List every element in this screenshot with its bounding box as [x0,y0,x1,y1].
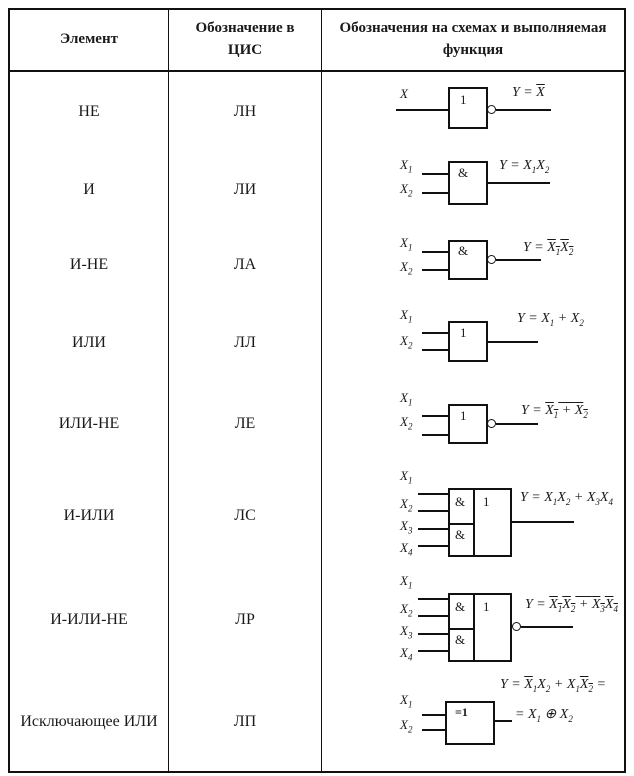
header-cell-scheme [322,10,624,72]
input-wire [418,528,448,530]
gate-symbol-and: & [455,632,466,647]
nor-gate-diagram [322,384,624,464]
row-nand-scheme [322,227,624,302]
header-cell-code [169,10,322,72]
element-label: И-НЕ [69,255,109,273]
inversion-bubble [487,105,496,114]
output-wire [521,626,573,628]
input-label: $X_4$ [400,645,413,663]
gate-section-divider [473,595,475,660]
not-gate-box [448,87,488,129]
code-label: ЛА [233,255,257,273]
row-and-code [169,152,322,227]
element-label: НЕ [78,103,100,120]
input-wire [422,173,448,175]
input-wire [422,415,448,417]
input-label: $X_2$ [400,496,413,514]
and-gate-diagram [322,152,624,227]
output-formula: $Y = X_1 + X_2$ [517,311,584,328]
input-wire [422,269,448,271]
header-code-label: Обозначение в ЦИС [195,20,295,58]
input-wire [422,192,448,194]
inversion-bubble [487,419,496,428]
row-and-or-scheme [322,464,624,568]
input-wire [396,109,448,111]
or-gate-diagram [322,302,624,384]
row-and-scheme [322,152,624,227]
input-label: $X_2$ [400,601,413,619]
row-xor-code [169,672,322,771]
input-wire [422,349,448,351]
gate-symbol: & [458,165,469,180]
input-wire [422,251,448,253]
output-wire [496,259,541,261]
code-label: ЛИ [233,180,257,198]
not-gate-diagram [322,72,624,152]
row-and-or-not-scheme [322,568,624,672]
input-label: $X_3$ [400,623,413,641]
input-label: $X_1$ [400,468,413,486]
gate-section-divider [473,490,475,555]
input-wire [418,493,448,495]
row-xor-element [10,672,169,771]
output-wire [495,720,512,722]
gate-symbol-and: & [455,527,466,542]
xor-gate-diagram [322,672,624,771]
header-scheme-label: Обозначения на схемах и выполняемая функция [339,20,607,58]
row-nand-element [10,227,169,302]
gate-symbol-and: & [455,599,466,614]
output-formula: $Y = X_1X_2$ [499,158,550,175]
output-wire [488,182,550,184]
input-wire [418,545,448,547]
element-label: ИЛИ [72,334,106,351]
row-and-or-not-code [169,568,322,672]
nor-gate-box [448,404,488,444]
row-and-or-element [10,464,169,568]
xor-gate-box [445,701,495,745]
gate-symbol: =1 [455,705,468,719]
gate-symbol: 1 [460,92,467,107]
row-nand-code [169,227,322,302]
row-and-or-code [169,464,322,568]
element-label: И-ИЛИ [63,507,115,524]
code-label: ЛН [233,103,257,120]
gate-symbol: & [458,243,469,258]
row-or-code [169,302,322,384]
row-not-scheme [322,72,624,152]
output-formula: $Y = X_1 + X_2$ [521,403,588,420]
input-label: $X_2$ [400,717,413,735]
gate-symbol: 1 [460,325,467,340]
output-wire [496,109,551,111]
gate-symbol: 1 [460,408,467,423]
row-nor-scheme [322,384,624,464]
input-label: $X_1$ [400,390,413,408]
output-formula: $Y = X_1X_2 + X_3X_4$ [520,490,613,507]
output-formula: $Y = \overline{X}_1X_2 + X_1X_2$ = [500,677,606,694]
inversion-bubble [487,255,496,264]
element-label: Исключающее ИЛИ [20,712,158,730]
row-nor-code [169,384,322,464]
header-element-label: Элемент [60,31,118,48]
input-label: $X_2$ [400,333,413,351]
input-label: $X_1$ [400,235,413,253]
output-formula: $Y = X_1X_2 + X_3X_4$ [525,597,618,614]
row-or-scheme [322,302,624,384]
input-label: X [400,86,408,101]
input-wire [422,729,445,731]
input-label: $X_4$ [400,540,413,558]
nand-gate-diagram [322,227,624,302]
input-wire [422,434,448,436]
input-label: $X_1$ [400,307,413,325]
element-label: И-ИЛИ-НЕ [50,611,128,628]
and-or-gate-diagram [322,464,624,568]
row-and-or-not-element [10,568,169,672]
input-wire [418,650,448,652]
inversion-bubble [512,622,521,631]
gate-symbol-and: & [455,494,466,509]
or-gate-box [448,321,488,362]
output-formula: $Y = X_1X_2$ [523,240,574,257]
output-wire [496,423,538,425]
code-label: ЛЕ [234,415,256,432]
input-wire [418,633,448,635]
input-wire [418,598,448,600]
code-label: ЛС [234,507,256,524]
output-formula: $Y = \overline{X}$ [512,85,545,100]
input-wire [418,615,448,617]
element-label: И [83,180,95,198]
input-label: $X_2$ [400,414,413,432]
row-or-element [10,302,169,384]
row-xor-scheme [322,672,624,771]
code-label: ЛР [235,611,255,628]
input-label: $X_1$ [400,573,413,591]
gate-symbol-or: 1 [483,599,490,614]
input-wire [422,332,448,334]
input-label: $X_3$ [400,518,413,536]
input-label: $X_1$ [400,692,413,710]
row-and-element [10,152,169,227]
input-label: $X_1$ [400,157,413,175]
code-label: ЛЛ [234,334,256,351]
input-label: $X_2$ [400,259,413,277]
header-cell-element [10,10,169,72]
element-label: ИЛИ-НЕ [58,415,120,432]
row-not-element [10,72,169,152]
input-wire [418,510,448,512]
gate-section-divider [450,628,473,630]
and-or-not-gate-diagram [322,568,624,672]
row-not-code [169,72,322,152]
gate-section-divider [450,523,473,525]
output-formula-line2: = $X_1$ ⊕ $X_2$ [515,707,573,724]
logic-elements-table [8,8,626,773]
gate-symbol-or: 1 [483,494,490,509]
input-label: $X_2$ [400,181,413,199]
output-wire [512,521,574,523]
input-wire [422,714,445,716]
row-nor-element [10,384,169,464]
output-wire [488,341,538,343]
code-label: ЛП [233,712,257,730]
